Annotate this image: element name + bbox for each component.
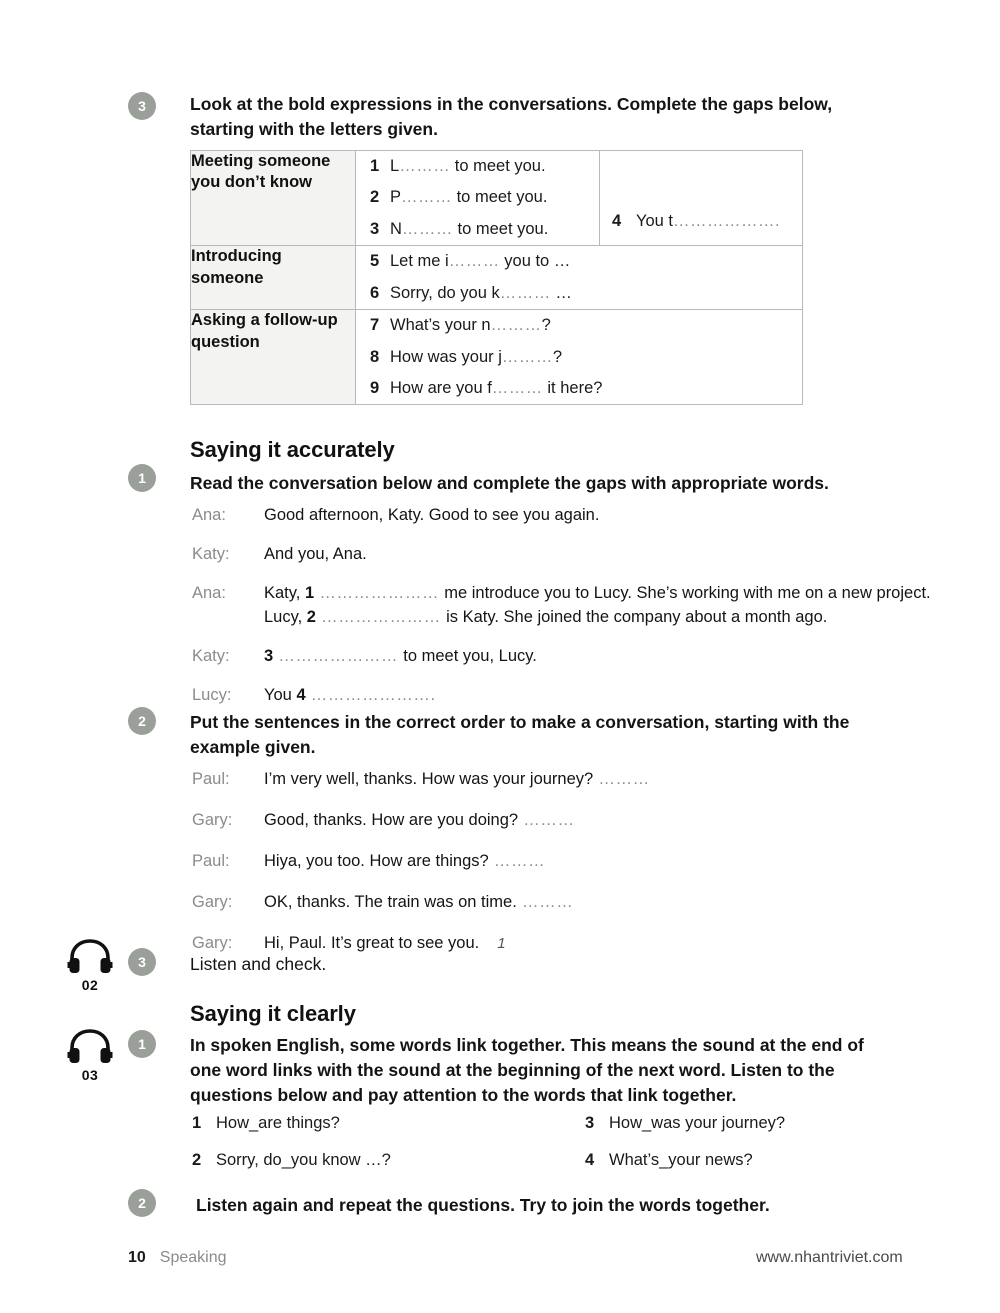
- item-suffix: to meet you.: [450, 157, 546, 175]
- exercise-clearly-2-instruction: Listen again and repeat the questions. Try to join the words together.: [196, 1195, 770, 1215]
- answer-gap[interactable]: …………………: [315, 607, 447, 626]
- dialogue-line: [192, 582, 932, 630]
- text-fragment: Good, thanks. How are you doing?: [264, 810, 519, 829]
- answer-gap[interactable]: ………: [518, 810, 575, 829]
- list-item: [192, 1151, 552, 1170]
- example-answer: 1: [497, 934, 506, 952]
- list-item: [585, 1151, 945, 1170]
- table-item: [356, 278, 802, 309]
- dialogue-line: [192, 768, 932, 792]
- item-gap: ………: [501, 347, 553, 366]
- dialogue-ana-katy-lucy: [192, 504, 932, 723]
- item-text: [390, 155, 546, 178]
- side-cell-spacer: [600, 151, 802, 208]
- item-suffix: to meet you.: [452, 188, 548, 207]
- question-number: 2: [192, 1151, 202, 1169]
- side-item-cell: [600, 151, 803, 246]
- item-prefix: P: [390, 188, 402, 207]
- item-gap: ……………….: [673, 212, 781, 230]
- item-prefix: N: [390, 219, 402, 238]
- items-cell: [356, 151, 600, 246]
- dialogue-line: [192, 809, 932, 833]
- dialogue-paul-gary: [192, 768, 932, 956]
- text-fragment: Hi, Paul. It’s great to see you.: [264, 933, 480, 952]
- answer-gap[interactable]: ………: [488, 851, 546, 870]
- dialogue-text: [264, 684, 932, 708]
- item-number: 3: [370, 219, 380, 238]
- speaker-name: Lucy:: [192, 685, 232, 704]
- exercise-badge-clearly-2: 2: [128, 1189, 156, 1217]
- list-item: [585, 1114, 945, 1133]
- audio-cue-02[interactable]: [62, 938, 118, 993]
- answer-gap[interactable]: …………………: [314, 583, 445, 602]
- item-gap: ………: [499, 283, 551, 302]
- audio-track-number: 02: [81, 977, 99, 993]
- item-gap: ………: [401, 219, 453, 238]
- item-suffix: ?: [541, 316, 551, 335]
- item-number: 7: [370, 316, 380, 335]
- question-number: 4: [585, 1151, 595, 1169]
- table-item: [356, 182, 599, 213]
- question-number: 3: [585, 1114, 595, 1132]
- gap-number: 1: [304, 583, 315, 602]
- dialogue-line: [192, 850, 932, 874]
- speaker-name: Ana:: [192, 506, 226, 524]
- items-cell: [356, 246, 803, 310]
- exercise-clearly-1-instruction: In spoken English, some words link together. This means the sound at the end of one word links with the sound at the beginning of the next word. Listen to the questions below and pay attention to the words that link together.: [190, 1035, 864, 1105]
- table-row: [191, 310, 803, 405]
- dialogue-text: Good afternoon, Katy. Good to see you again.: [264, 506, 600, 524]
- item-prefix: How was your j: [390, 347, 502, 366]
- table-item: [356, 310, 802, 341]
- text-fragment: to meet you, Lucy.: [403, 646, 537, 665]
- item-text: [390, 346, 562, 369]
- dialogue-line: [192, 543, 932, 567]
- speaker-name: Gary:: [192, 892, 233, 911]
- table-item: [356, 342, 802, 373]
- item-text: [390, 314, 551, 337]
- item-number: 9: [370, 378, 380, 397]
- audio-cue-03[interactable]: [62, 1028, 118, 1083]
- item-text: [390, 282, 572, 305]
- category-cell: Asking a follow-up question: [191, 310, 356, 405]
- text-fragment: is Katy. She joined the company about a month ago.: [446, 607, 828, 626]
- item-gap: ………: [401, 188, 453, 207]
- question-text: How_are things?: [216, 1114, 340, 1132]
- item-prefix: You t: [636, 212, 674, 230]
- dialogue-line: [192, 504, 932, 528]
- gap-number: 2: [306, 607, 316, 626]
- item-prefix: Let me i: [390, 252, 449, 271]
- item-number: 6: [370, 283, 380, 302]
- speaker-name: Ana:: [192, 583, 226, 602]
- exercise-badge-accurately-3: 3: [128, 948, 156, 976]
- exercise-accurately-1-instruction: Read the conversation below and complete the gaps with appropriate words.: [190, 473, 829, 493]
- audio-track-number: 03: [81, 1067, 99, 1083]
- item-prefix: How are you f: [390, 378, 492, 397]
- dialogue-line: [192, 684, 932, 708]
- item-suffix: it here?: [542, 378, 603, 397]
- question-text: How_was your journey?: [609, 1114, 786, 1132]
- exercise-accurately-2-instruction: Put the sentences in the correct order to make a conversation, starting with the example given.: [190, 712, 850, 757]
- item-number: 1: [370, 157, 380, 175]
- headphones-icon: [67, 938, 113, 976]
- footer-left: [128, 1249, 227, 1267]
- dialogue-text: [264, 891, 932, 915]
- category-cell: Meeting someone you don’t know: [191, 151, 356, 246]
- speaker-name: Katy:: [192, 544, 230, 563]
- item-number: 5: [370, 252, 380, 271]
- item-gap: ………: [490, 316, 542, 335]
- answer-gap[interactable]: ………: [516, 892, 574, 911]
- exercise-badge-3-top: 3: [128, 92, 156, 120]
- expressions-table: [190, 150, 803, 405]
- item-prefix: What’s your n: [390, 316, 491, 335]
- table-item: [356, 373, 802, 404]
- table-item: [356, 246, 802, 277]
- table-item: [356, 151, 599, 182]
- dialogue-text: And you, Ana.: [264, 544, 367, 563]
- item-text: [390, 218, 548, 241]
- text-fragment: You: [264, 685, 297, 704]
- question-text: Sorry, do_you know …?: [216, 1151, 391, 1169]
- exercise-3-top-instruction: Look at the bold expressions in the conversations. Complete the gaps below, starting with the letters given.: [190, 94, 833, 139]
- heading-saying-it-accurately: Saying it accurately: [190, 437, 395, 462]
- dialogue-line: [192, 645, 932, 669]
- item-text: [390, 186, 547, 209]
- exercise-accurately-3-instruction: Listen and check.: [190, 954, 327, 974]
- item-suffix: to meet you.: [452, 219, 549, 238]
- question-number: 1: [192, 1114, 202, 1132]
- item-number: 2: [370, 188, 380, 207]
- dialogue-text: [264, 582, 932, 630]
- exercise-badge-accurately-1: 1: [128, 464, 156, 492]
- item-gap: ………: [491, 378, 543, 397]
- answer-gap[interactable]: …………………: [273, 646, 404, 665]
- text-fragment: I’m very well, thanks. How was your journey?: [264, 770, 594, 788]
- speaker-name: Gary:: [192, 933, 233, 952]
- dialogue-text: [264, 768, 932, 792]
- item-number: 4: [612, 212, 622, 230]
- exercise-badge-clearly-1: 1: [128, 1030, 156, 1058]
- dialogue-text: [264, 850, 932, 874]
- linking-questions-right: [585, 1114, 945, 1188]
- item-gap: ………: [448, 252, 500, 271]
- footer-right: [756, 1249, 903, 1267]
- table-row: [191, 151, 803, 246]
- item-suffix: ?: [552, 347, 563, 366]
- list-item: [192, 1114, 552, 1133]
- text-fragment: me introduce you to Lucy. She’s working with me on a new project. Lucy,: [264, 583, 931, 626]
- dialogue-line: [192, 891, 932, 915]
- answer-gap[interactable]: ………………….: [305, 685, 436, 704]
- answer-gap[interactable]: ………: [593, 770, 650, 788]
- gap-number: 3: [264, 646, 274, 665]
- table-item: [356, 214, 599, 245]
- text-fragment: Katy,: [264, 583, 305, 602]
- dialogue-text: [264, 809, 932, 833]
- item-prefix: L: [390, 157, 400, 175]
- headphones-icon: [67, 1028, 113, 1066]
- table-item: [600, 208, 802, 236]
- item-text: [390, 250, 570, 273]
- speaker-name: Paul:: [192, 770, 230, 788]
- speaker-name: Paul:: [192, 851, 230, 870]
- expressions-table-body: [191, 151, 803, 405]
- website-url[interactable]: www.nhantriviet.com: [756, 1249, 903, 1266]
- text-fragment: OK, thanks. The train was on time.: [264, 892, 517, 911]
- item-number: 8: [370, 347, 380, 366]
- question-text: What’s_your news?: [609, 1151, 753, 1169]
- dialogue-text: [264, 645, 932, 669]
- item-suffix: …: [550, 283, 572, 302]
- item-prefix: Sorry, do you k: [390, 283, 500, 302]
- heading-saying-it-clearly: Saying it clearly: [190, 1001, 356, 1026]
- page-section-label: Speaking: [159, 1249, 227, 1266]
- exercise-badge-accurately-2: 2: [128, 707, 156, 735]
- item-text: [390, 377, 602, 400]
- linking-questions-left: [192, 1114, 552, 1188]
- gap-number: 4: [296, 685, 306, 704]
- speaker-name: Gary:: [192, 810, 233, 829]
- table-row: [191, 246, 803, 310]
- item-gap: ………: [399, 157, 451, 175]
- item-suffix: you to …: [499, 252, 571, 271]
- text-fragment: Hiya, you too. How are things?: [264, 851, 489, 870]
- item-text: [636, 212, 780, 231]
- items-cell: [356, 310, 803, 405]
- speaker-name: Katy:: [192, 646, 230, 665]
- category-cell: Introducing someone: [191, 246, 356, 310]
- page-number: 10: [128, 1249, 146, 1266]
